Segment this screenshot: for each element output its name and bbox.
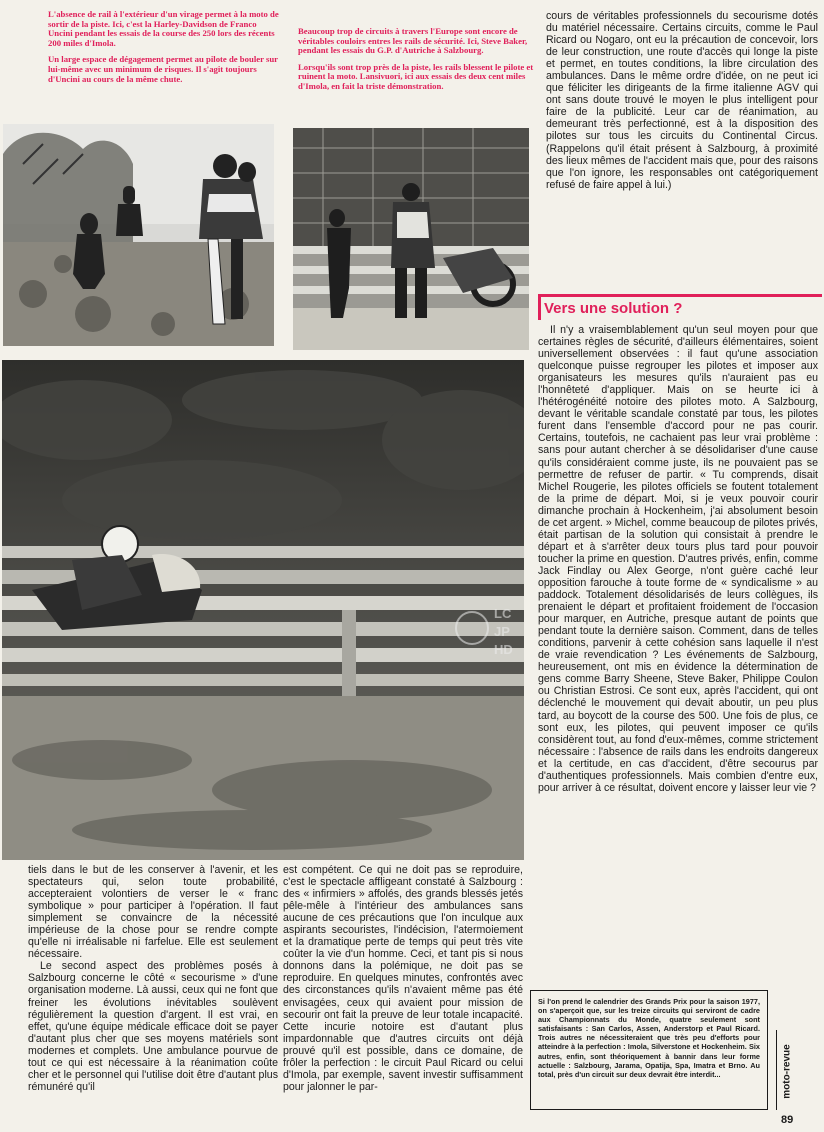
svg-text:LC: LC: [494, 606, 512, 621]
caption-left-2: Un large espace de dégagement permet au pilote de bouler sur lui-même avec un minimum de risques. Il s'agit toujours d'Uncini au cours de la même chute.: [48, 54, 278, 84]
margin-rule: [776, 1030, 777, 1110]
caption-left: [48, 10, 280, 91]
calendar-note-text: Si l'on prend le calendrier des Grands Prix pour la saison 1977, on s'aperçoit que, sur les treize circuits qui serviront de cadre aux Championnats du Monde, quatre seulement sont satisfaisants : San Carlos, Assen, Anderstorp et Paul Ricard. Trois autres ne nécessiteraient que très peu d'efforts pour atteindre à la perfection : Imola, Silverstone et Hockenheim. Six autres, enfin, sont théoriquement à bannir dans leur forme actuelle : Salzbourg, Jarama, Opatija, Spa, Imatra et Brno. Au total, près d'un circuit sur deux devrait être interdit...: [538, 997, 760, 1079]
bottom-left-paragraph-1: tiels dans le but de les conserver à l'avenir, et les spectateurs qui, selon toute probabilité, accepteraient volontiers de verser le « franc symbolique » pour participer à l'opération. Il faut simplement se convaincre de la nécessité impérieuse de la chose pour se rendre compte qu'elle ni irréalisable ni farfelue. Elle est seulement nécessaire.: [28, 864, 278, 961]
photo-lansivuori-rails: [293, 128, 529, 350]
caption-middle: [298, 27, 534, 99]
bottom-middle-column: [283, 864, 523, 1093]
calendar-note-box: [530, 990, 768, 1110]
svg-text:JP: JP: [494, 624, 510, 639]
section-heading: Vers une solution ?: [544, 300, 683, 317]
caption-middle-2: Lorsqu'ils sont trop près de la piste, les rails blessent le pilote et ruinent la moto. Lansivuori, ici aux essais des deux cent miles d'Imola, en fait la triste démonstration.: [298, 61, 534, 91]
right-column-top: [546, 10, 818, 191]
right-main-paragraph: Il n'y a vraisemblablement qu'un seul moyen pour que certaines règles de sécurité, d'ailleurs élémentaires, soient universellement observées : il faut qu'une association quelconque puisse regrouper les pilotes et imposer aux organisateurs les mesures qu'ils n'auraient pas eu l'honnêteté d'appliquer. Mais on se heurte ici à l'hétérogénéité notoire des pilotes moto. A Salzbourg, devant le véritable scandale constaté par tous, les pilotes furent dans l'ensemble d'accord pour ne pas courir. Certains, toutefois, ne cachaient pas leur vrai problème : sans pour autant chercher à se désolidariser d'une cause qu'ils considéraient comme juste, ils ne pouvaient pas se permettre de refuser de partir. « Tu comprends, disait Michel Rougerie, les pilotes officiels se foutent totalement de la prime de départ. Moi, si je veux pouvoir courir dimanche prochain à Hockenheim, j'ai absolument besoin de cet argent. » Michel, comme beaucoup de pilotes privés, était partisan de la solution qui consistait à prendre le départ et à s'arrêter deux tours plus tard pour pouvoir toucher la prime en question. D'autres privés, enfin, comme Jack Findlay ou Alex George, n'ont guère caché leur opposition farouche à toute forme de « syndicalisme » au paddock. Totalement désolidarisés de leurs collègues, ils prenaient le départ et profitaient froidement de l'occasion pour marquer, en Autriche, presque autant de points que pendant toute la dernière saison. Comment, dans de telles conditions, parvenir à cette cohésion sans laquelle il n'est de vraie revendication ? Les événements de Salzbourg, heureusement, ont mis en évidence la détermination de gens comme Barry Sheene, Steve Baker, Philippe Coulon ou Christian Estrosi. Ce sont eux, après l'accident, qui ont déclenché le mouvement qui devait aboutir, un peu plus tard, au boycott de la course des 500. Une fois de plus, ce sont eux, les pilotes, qui peuvent imposer ce qu'ils considèrent tout, au fond d'eux-mêmes, comme strictement nécessaire : l'absence de rails dans les endroits dangereux et la certitude, en cas d'accident, d'être secourus par d'authentiques professionnels. Mais combien d'entre eux, pour arriver à ce résultat, doivent encore y laisser leur vie ?: [538, 324, 818, 794]
bottom-middle-paragraph: est compétent. Ce qui ne doit pas se reproduire, c'est le spectacle affligeant constaté à Salzbourg : des « infirmiers » affolés, des grands blessés jetés pêle-mêle à l'intérieur des ambulances sans aucune de ces précautions que l'on inculque aux aspirants secouristes, l'indécision, l'atermoiement et la dramatique perte de temps qui peut très vite coûter la vie d'un homme. Ceci, et tant pis si nous donnons dans la polémique, ne doit pas se reproduire. En quelques minutes, confrontés avec des circonstances qu'ils n'avaient même pas été envisagées, ceux qui avaient pour mission de secourir ont fait la preuve de leur totale incapacité. Cette incurie notoire est d'autant plus impardonnable que d'autres circuits ont déjà prouvé qu'il est possible, dans ce domaine, de frôler la perfection : le circuit Paul Ricard ou celui d'Imola, par exemple, savent investir suffisamment pour jalonner le par-: [283, 864, 523, 1093]
right-top-paragraph: cours de véritables professionnels du secourisme dotés du matériel nécessaire. Certains circuits, comme le Paul Ricard ou Nogaro, ont eu la précaution de concevoir, lors de leur construction, une route d'accès qui longe la piste et permet, en toutes conditions, la libre circulation des ambulances. Dans le même ordre d'idée, on ne peut ici que féliciter les dirigeants de la firme italienne AGV qui ont sans doute trouvé le moyen le plus intelligent pour faire de la publicité. Leur car de réanimation, au demeurant très perfectionné, est à la disposition des pilotes sur tous les circuits du Continental Circus. (Rappelons qu'il était présent à Salzbourg, à proximité des lieux mêmes de l'accident mais que, pour des raisons que l'on ignore, les responsables ont catégoriquement refusé de faire appel à lui.): [546, 10, 818, 191]
caption-left-1: L'absence de rail à l'extérieur d'un virage permet à la moto de sortir de la piste. Ici, c'est la Harley-Davidson de Franco Uncini pendant les essais de la course des 250 lors des récents 200 miles d'Imola.: [48, 9, 279, 48]
right-column-main: [538, 324, 818, 794]
bottom-left-column: [28, 864, 278, 1093]
svg-text:HD: HD: [494, 642, 513, 657]
photo-uncini-fall: [3, 124, 274, 346]
photo-steve-baker-salzburg: [2, 360, 524, 860]
watermark: [452, 598, 518, 662]
caption-middle-1: Beaucoup trop de circuits à travers l'Europe sont encore de véritables couloirs entres les rails de sécurité. Ici, Steve Baker, pendant les essais du G.P. d'Autriche à Salzbourg.: [298, 26, 528, 56]
page-number: 89: [781, 1114, 794, 1126]
bottom-left-paragraph-2: Le second aspect des problèmes posés à Salzbourg concerne le côté « secourisme » d'une organisation moderne. Là aussi, ceux qui ne font que freiner les évolutions inévitables soulèvent régulièrement la question d'argent. Il est vrai, en effet, qu'une équipe médicale efficace doit se payer d'autant plus cher que ses moyens matériels sont modernes et complets. Une ambulance pourvue de tout ce qui est nécessaire à la réanimation coûte cher et le personnel qui l'utilise doit être d'autant plus rémunéré qu'il: [28, 960, 278, 1093]
magazine-name: moto-revue: [781, 1044, 793, 1099]
magazine-label: [782, 1040, 798, 1110]
